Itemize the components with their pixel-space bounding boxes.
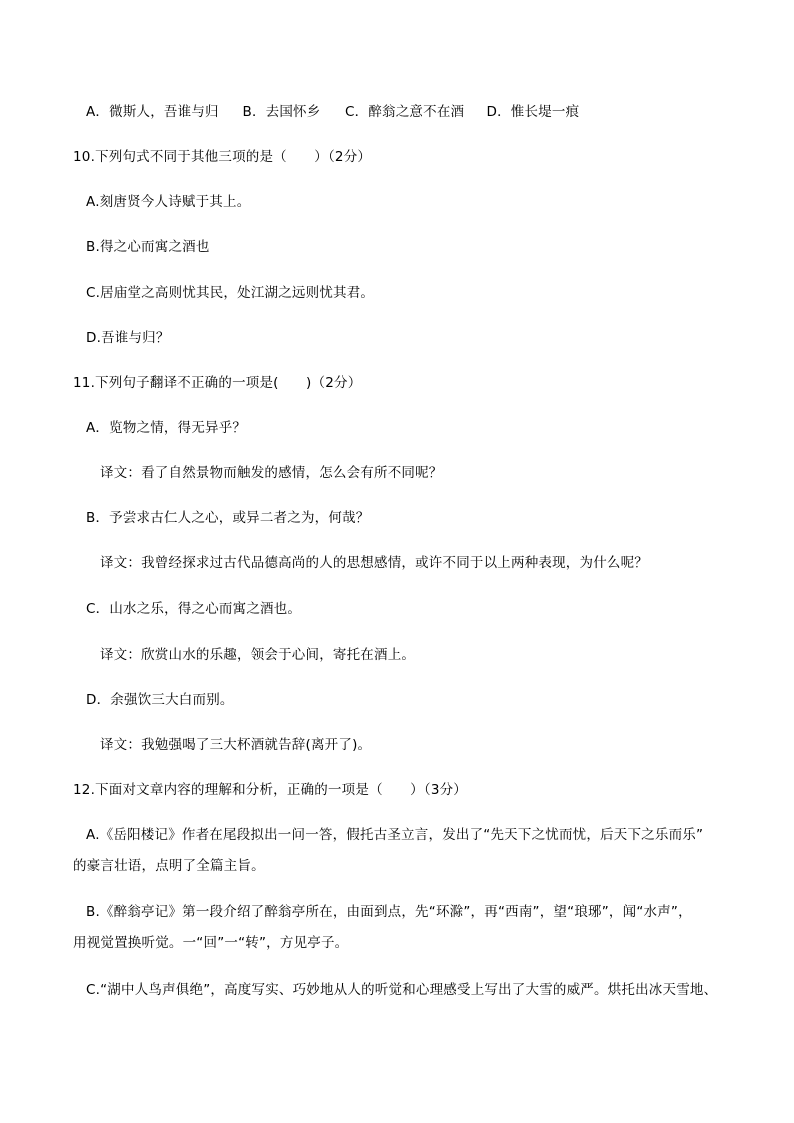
q12-option-a-line1: A.《岳阳楼记》作者在尾段拟出一问一答，假托古圣立言，发出了“先天下之忧而忧，后天下之乐而乐” (86, 827, 704, 843)
q11-translation-d: 译文：我勉强喝了三大杯酒就告辞(离开了)。 (100, 737, 372, 753)
q11-translation-a: 译文：看了自然景物而触发的感情，怎么会有所不同呢？ (100, 465, 443, 481)
q10-option-b: B.得之心而寓之酒也 (86, 239, 210, 255)
q11-option-d: D．余强饮三大白而别。 (86, 692, 234, 708)
q10-option-d: D.吾谁与归？ (86, 330, 170, 346)
q9-option-b: B．去国怀乡 (242, 104, 321, 120)
q9-option-d: D．惟长堤一痕 (486, 104, 580, 120)
q11-option-c: C．山水之乐，得之心而寓之酒也。 (86, 601, 302, 617)
q11-option-a: A．览物之情，得无异乎？ (86, 420, 247, 436)
q12-stem: 12.下面对文章内容的理解和分析，正确的一项是（ ）（3分） (73, 782, 468, 798)
q9-option-c: C．醉翁之意不在酒 (345, 104, 465, 120)
q12-option-b-line1: B.《醉翁亭记》第一段介绍了醉翁亭所在，由面到点，先“环滁”，再“西南”，望“琅琊”，闻“水声”， (86, 904, 692, 920)
q11-translation-b: 译文：我曾经探求过古代品德高尚的人的思想感情，或许不同于以上两种表现，为什么呢？ (100, 555, 648, 571)
q11-translation-c: 译文：欣赏山水的乐趣，领会于心间，寄托在酒上。 (100, 647, 416, 663)
q12-option-c-line1: C.“湖中人鸟声俱绝”，高度写实、巧妙地从人的听觉和心理感受上写出了大雪的威严。烘托出冰天雪地、 (86, 982, 718, 998)
q11-stem: 11.下列句子翻译不正确的一项是( )（2分） (73, 375, 362, 391)
q10-option-a: A.刻唐贤今人诗赋于其上。 (86, 194, 251, 210)
q12-option-a-line2: 的豪言壮语，点明了全篇主旨。 (73, 858, 265, 874)
q10-stem: 10.下列句式不同于其他三项的是（ ）（2分） (73, 149, 372, 165)
q11-option-b: B．予尝求古仁人之心，或异二者之为，何哉？ (86, 510, 370, 526)
q10-option-c: C.居庙堂之高则忧其民，处江湖之远则忧其君。 (86, 285, 375, 301)
q9-option-a: A．微斯人，吾谁与归 (86, 104, 219, 120)
q12-option-b-line2: 用视觉置换听觉。一“回”一“转”，方见亭子。 (73, 935, 349, 951)
q9-options (86, 103, 579, 121)
